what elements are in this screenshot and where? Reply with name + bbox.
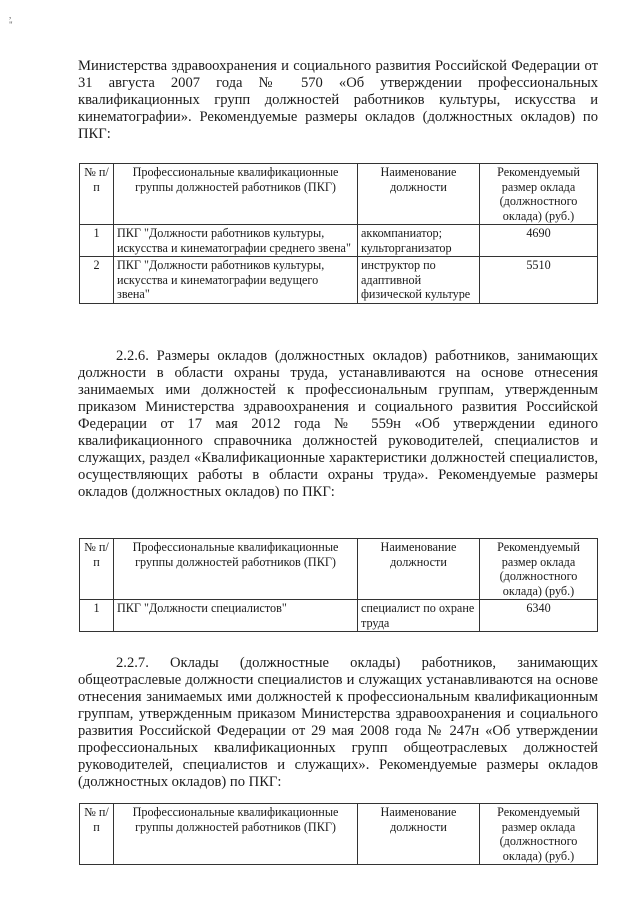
header-position: Наименование должности xyxy=(358,539,480,600)
header-group: Профессиональные квалификационные группы должностей работников (ПКГ) xyxy=(114,804,358,865)
cell-salary: 4690 xyxy=(480,225,598,257)
table-culture-salaries xyxy=(79,163,598,304)
header-salary: Рекомендуемый размер оклада (должностного оклада) (руб.) xyxy=(480,539,598,600)
paragraph-continuation: Министерства здравоохранения и социального развития Российской Федерации от 31 августа 2007 года № 570 «Об утверждении профессиональных квалификационных групп должностей работников культуры, искусства и кинематографии». Рекомендуемые размеры окладов (должностных окладов) по ПКГ: xyxy=(78,58,598,142)
header-position: Наименование должности xyxy=(358,804,480,865)
cell-group: ПКГ "Должности работников культуры, искусства и кинематографии среднего звена" xyxy=(114,225,358,257)
cell-salary: 5510 xyxy=(480,257,598,304)
table-header-row xyxy=(80,539,598,600)
table-general-positions-salaries xyxy=(79,803,598,865)
table-labor-safety-salaries xyxy=(79,538,598,632)
header-group: Профессиональные квалификационные группы должностей работников (ПКГ) xyxy=(114,164,358,225)
cell-position: аккомпаниатор; культорганизатор xyxy=(358,225,480,257)
header-num: № п/п xyxy=(80,804,114,865)
scan-corner-mark: , " xyxy=(9,10,25,30)
cell-num: 1 xyxy=(80,225,114,257)
header-position: Наименование должности xyxy=(358,164,480,225)
cell-position: инструктор по адаптивной физической культуре xyxy=(358,257,480,304)
header-num: № п/п xyxy=(80,164,114,225)
paragraph-2-2-7 xyxy=(78,655,598,791)
table-header-row xyxy=(80,164,598,225)
table-row xyxy=(80,600,598,632)
table-row xyxy=(80,225,598,257)
cell-position: специалист по охране труда xyxy=(358,600,480,632)
table-row xyxy=(80,257,598,304)
header-salary: Рекомендуемый размер оклада (должностного оклада) (руб.) xyxy=(480,164,598,225)
paragraph-2-2-6 xyxy=(78,348,598,501)
cell-group: ПКГ "Должности работников культуры, искусства и кинематографии ведущего звена" xyxy=(114,257,358,304)
table-header-row xyxy=(80,804,598,865)
header-salary: Рекомендуемый размер оклада (должностного оклада) (руб.) xyxy=(480,804,598,865)
cell-num: 2 xyxy=(80,257,114,304)
cell-num: 1 xyxy=(80,600,114,632)
paragraph-text: 2.2.7. Оклады (должностные оклады) работников, занимающих общеотраслевые должности специалистов и служащих устанавливаются на основе отнесения занимаемых ими должностей к профессиональным квалификационным группам, утвержденным приказом Министерства здравоохранения и социального развития Российской Федерации от 29 мая 2008 года № 247н «Об утверждении профессиональных квалификационных групп общеотраслевых должностей руководителей, специалистов и служащих». Рекомендуемые размеры окладов (должностных окладов) по ПКГ: xyxy=(78,655,598,790)
cell-group: ПКГ "Должности специалистов" xyxy=(114,600,358,632)
paragraph-text: 2.2.6. Размеры окладов (должностных окладов) работников, занимающих должности в области охраны труда, устанавливаются на основе отнесения занимаемых ими должностей к профессиональным группам, утвержденным приказом Министерства здравоохранения и социального развития Российской Федерации от 17 мая 2012 года № 559н «Об утверждении единого квалификационного справочника должностей руководителей, специалистов и служащих, раздел «Квалификационные характеристики должностей специалистов, осуществляющих работы в области охраны труда». Рекомендуемые размеры окладов (должностных окладов) по ПКГ: xyxy=(78,348,598,500)
header-num: № п/п xyxy=(80,539,114,600)
header-group: Профессиональные квалификационные группы должностей работников (ПКГ) xyxy=(114,539,358,600)
cell-salary: 6340 xyxy=(480,600,598,632)
